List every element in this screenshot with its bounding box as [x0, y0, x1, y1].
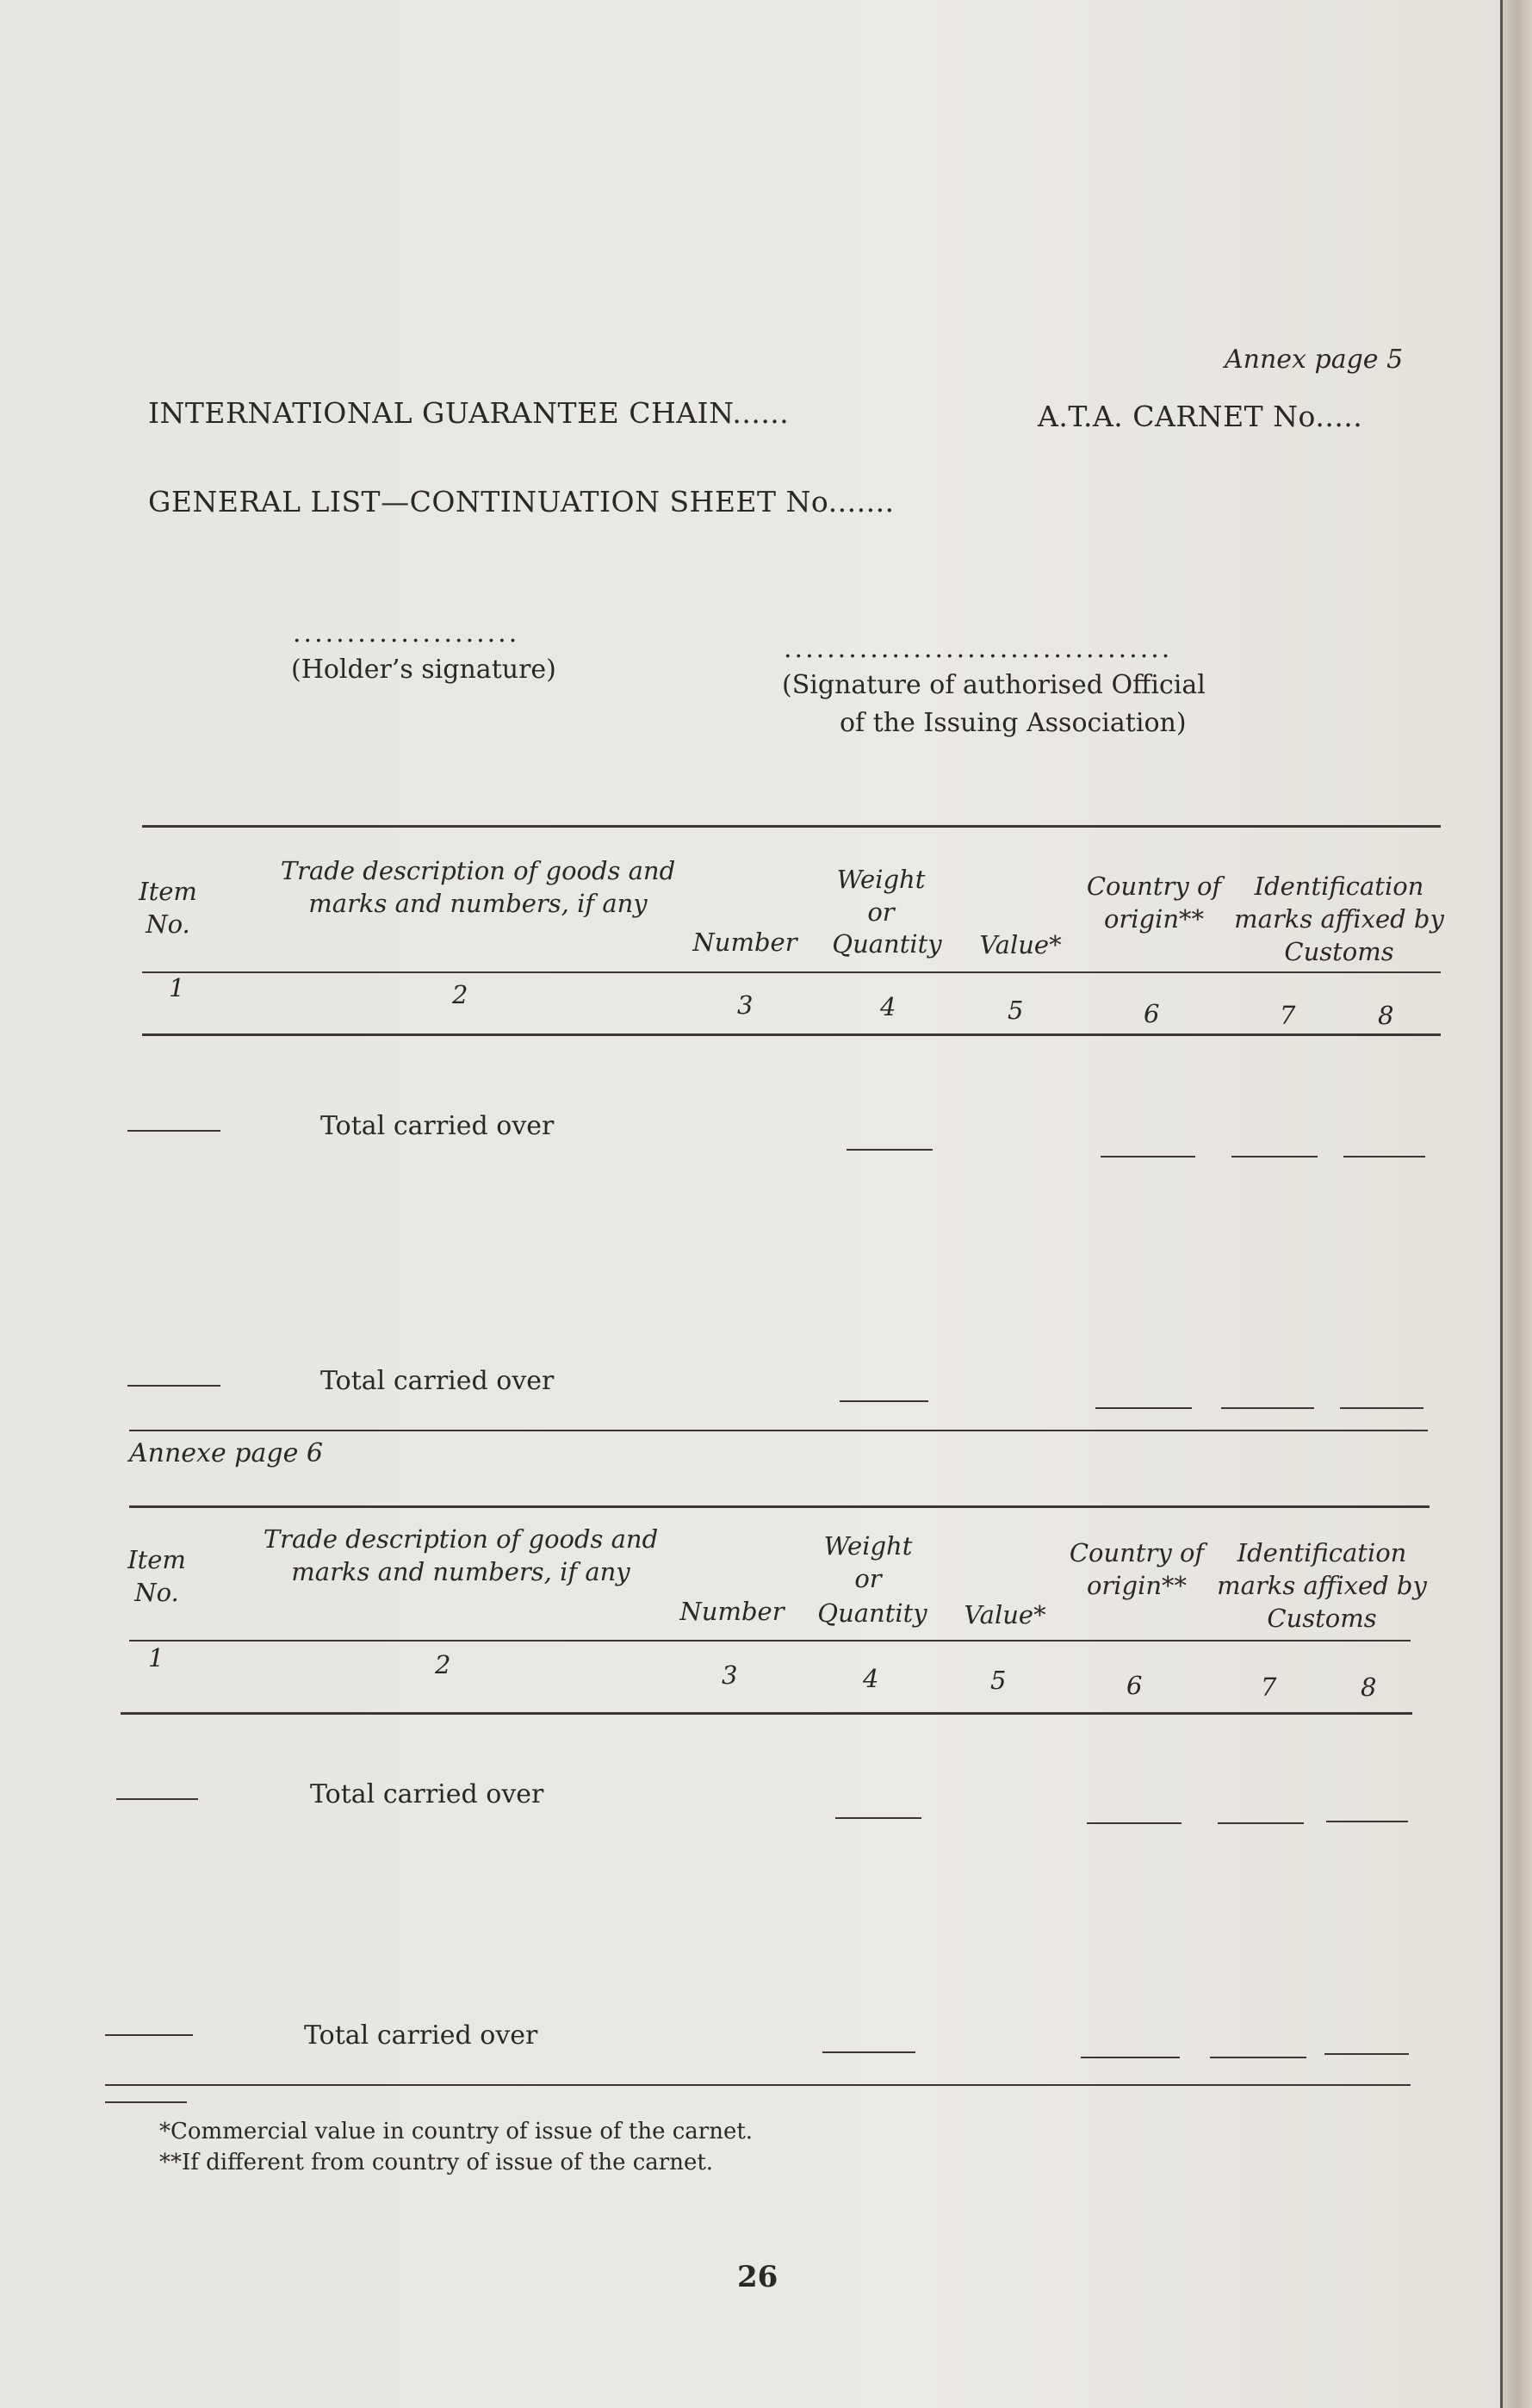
table1-header-trade: Trade description of goods and marks and numbers, if any	[280, 856, 676, 918]
table1-quantity-total-dash	[847, 1149, 933, 1151]
table1-col-number: 8	[1378, 1001, 1394, 1030]
table2-col-number: 6	[1126, 1671, 1143, 1700]
table1-col-number: 1	[169, 973, 185, 1002]
table1-origin-total-dash-2	[1095, 1407, 1192, 1409]
continuation-sheet-field: GENERAL LIST—CONTINUATION SHEET No.......	[148, 485, 895, 518]
table2-header-number: Number	[679, 1597, 785, 1626]
table2-col-number: 3	[722, 1660, 738, 1690]
table2-col8-total-dash	[1326, 1821, 1408, 1822]
table2-col8-total-dash-2	[1324, 2053, 1409, 2055]
table2-col-number: 5	[990, 1666, 1007, 1695]
table2-header-country: Country of origin**	[1069, 1538, 1205, 1600]
table2-header-rule	[129, 1640, 1411, 1642]
table2-header-value: Value*	[964, 1600, 1046, 1629]
table1-item-total-dash-2	[127, 1385, 220, 1387]
official-signature-label-2: of the Issuing Association)	[840, 708, 1187, 738]
holder-signature-label: (Holder’s signature)	[291, 655, 556, 685]
table2-origin-total-dash-2	[1081, 2057, 1180, 2058]
table1-header-rule	[142, 971, 1441, 973]
binding-spine	[1500, 0, 1532, 2408]
table1-quantity-total-dash-2	[840, 1400, 928, 1402]
table2-item-total-dash-2	[105, 2034, 193, 2036]
table2-origin-total-dash	[1087, 1822, 1182, 1824]
table2-quantity-total-dash-2	[822, 2051, 915, 2053]
carnet-number-field: A.T.A. CARNET No.....	[1038, 400, 1363, 433]
table1-marks-total-dash-2	[1221, 1407, 1314, 1409]
table2-top-rule	[129, 1505, 1430, 1508]
table1-col8-total-dash-2	[1340, 1407, 1423, 1409]
table1-total-carried-over: Total carried over	[320, 1111, 555, 1141]
table2-marks-total-dash-2	[1210, 2057, 1306, 2058]
table1-header-value: Value*	[979, 930, 1062, 959]
table1-col-number: 5	[1008, 996, 1024, 1025]
table2-col-number: 2	[435, 1650, 451, 1679]
table1-col-number: 2	[452, 980, 468, 1009]
table2-header-weight: Weight or	[823, 1531, 913, 1593]
holder-signature-line: .....................	[293, 618, 520, 649]
table2-header-trade: Trade description of goods and marks and numbers, if any	[263, 1524, 659, 1586]
table2-header-item: Item No.	[127, 1545, 186, 1607]
table1-top-rule	[142, 825, 1441, 828]
table2-header-quantity: Quantity	[817, 1598, 927, 1628]
table1-col-number: 4	[880, 992, 896, 1021]
table2-total-carried-over: Total carried over	[310, 1779, 544, 1809]
table1-header-quantity: Quantity	[832, 929, 942, 959]
table2-col-number: 4	[863, 1664, 879, 1693]
table2-total-carried-over-2: Total carried over	[304, 2020, 538, 2051]
table2-bottom-rule	[105, 2084, 1411, 2086]
table1-col-number: 7	[1280, 1001, 1296, 1030]
table1-total-carried-over-2: Total carried over	[320, 1366, 555, 1396]
footnote-country-of-origin: **If different from country of issue of the carnet.	[159, 2150, 714, 2175]
table1-header-number: Number	[692, 928, 797, 957]
table1-origin-total-dash	[1101, 1156, 1195, 1157]
table1-header-weight: Weight or	[836, 865, 926, 927]
table1-col-number: 6	[1144, 999, 1160, 1028]
footnote-separator	[105, 2101, 187, 2103]
table2-col-number: 8	[1361, 1673, 1377, 1702]
table1-header-country: Country of origin**	[1086, 872, 1222, 934]
table1-col8-total-dash	[1343, 1156, 1425, 1157]
official-signature-line: ....................................	[784, 634, 1173, 664]
table1-numbers-rule	[142, 1033, 1441, 1036]
table1-header-item: Item No.	[139, 877, 197, 939]
guarantee-chain-field: INTERNATIONAL GUARANTEE CHAIN......	[148, 396, 790, 430]
table1-col-number: 3	[737, 990, 754, 1020]
footnote-commercial-value: *Commercial value in country of issue of the carnet.	[159, 2119, 754, 2144]
table2-header-identification: Identification marks affixed by Customs	[1217, 1538, 1427, 1633]
table1-header-identification: Identification marks affixed by Customs	[1234, 872, 1444, 966]
table1-item-total-dash	[127, 1130, 220, 1132]
table2-marks-total-dash	[1218, 1822, 1304, 1824]
table2-item-total-dash	[116, 1798, 198, 1800]
page-number: 26	[737, 2260, 778, 2294]
annexe6-top-rule	[129, 1430, 1428, 1431]
official-signature-label-1: (Signature of authorised Official	[782, 670, 1206, 700]
annex-page-label: Annex page 5	[1225, 344, 1404, 375]
table1-marks-total-dash	[1231, 1156, 1318, 1157]
table2-col-number: 7	[1261, 1673, 1277, 1702]
table2-quantity-total-dash	[835, 1817, 921, 1819]
annexe6-label: Annexe page 6	[129, 1438, 323, 1468]
table2-col-number: 1	[148, 1643, 164, 1673]
table2-numbers-rule	[121, 1712, 1412, 1715]
